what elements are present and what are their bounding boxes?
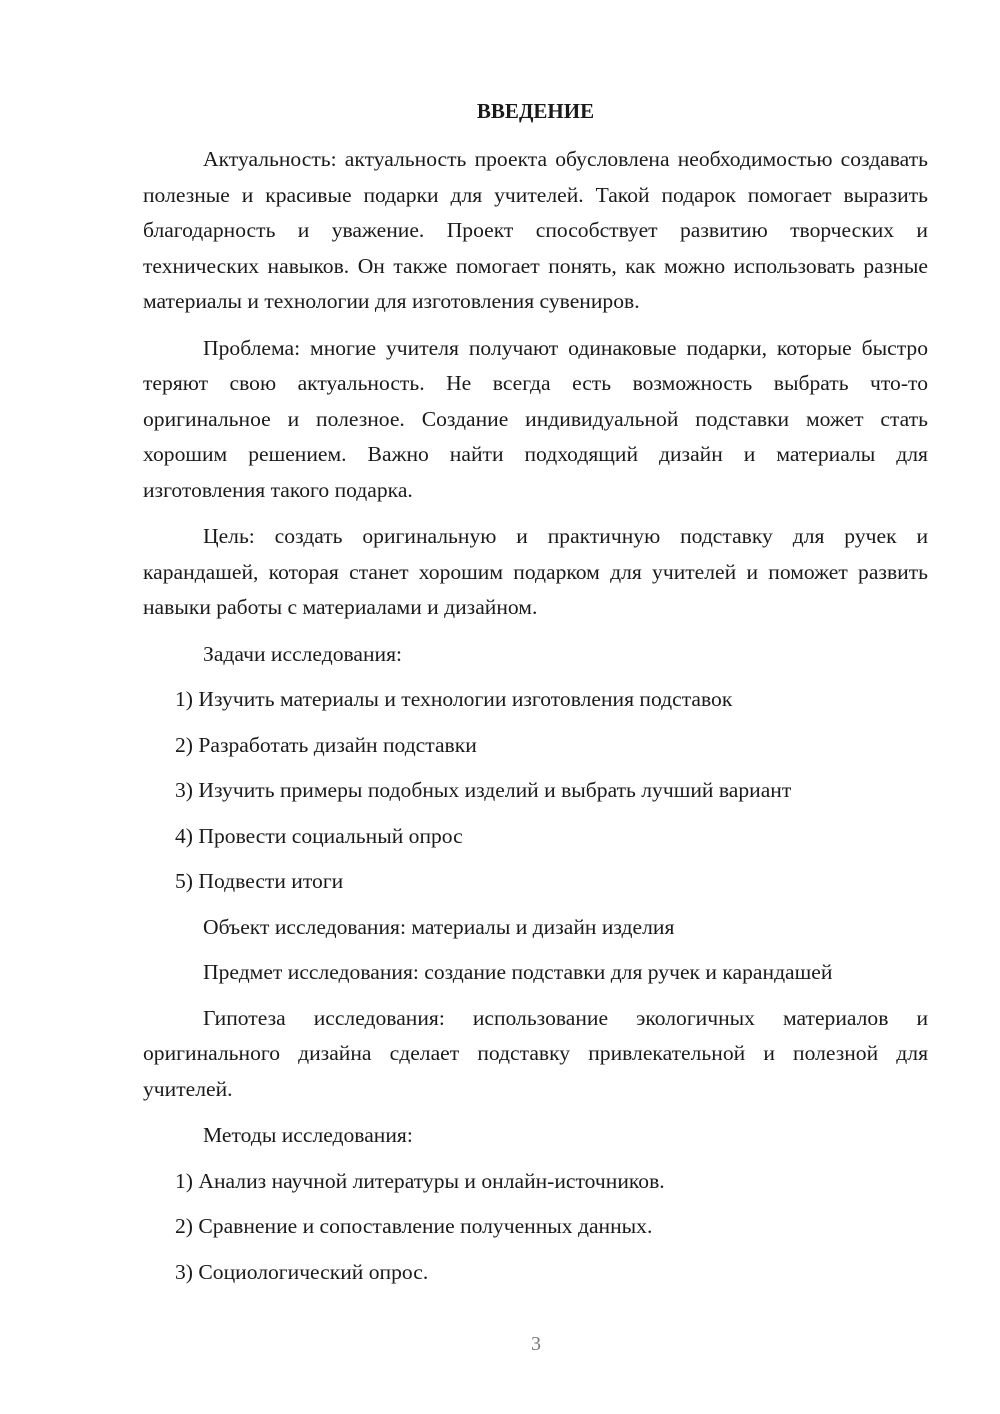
methods-heading: Методы исследования:	[203, 1123, 413, 1147]
problem-paragraph: Проблема: многие учителя получают одинаковые подарки, которые быстро теряют свою актуальность. Не всегда есть возможность выбрать что-то оригинальное и полезное. Создание индивидуальной подставки может стать хорошим решением. Важно найти подходящий дизайн и материалы для изготовления такого подарка.	[143, 335, 928, 502]
task-item: 1) Изучить материалы и технологии изготовления подставок	[175, 687, 733, 711]
task-item: 5) Подвести итоги	[175, 869, 344, 893]
method-item: 2) Сравнение и сопоставление полученных данных.	[175, 1214, 653, 1238]
relevance-paragraph: Актуальность: актуальность проекта обусловлена необходимостью создавать полезные и красивые подарки для учителей. Такой подарок помогает выразить благодарность и уважение. Проект способствует развитию творческих и технических навыков. Он также помогает понять, как можно использовать разные материалы и технологии для изготовления сувениров.	[143, 147, 928, 313]
task-item: 3) Изучить примеры подобных изделий и выбрать лучший вариант	[175, 778, 792, 802]
tasks-heading: Задачи исследования:	[203, 641, 403, 666]
research-object: Объект исследования: материалы и дизайн изделия	[203, 914, 675, 939]
task-item: 2) Разработать дизайн подставки	[175, 732, 477, 757]
research-subject: Предмет исследования: создание подставки для ручек и карандашей	[203, 960, 833, 984]
hypothesis-paragraph: Гипотеза исследования: использование экологичных материалов и оригинального дизайна сделает подставку привлекательной и полезной для учителей.	[143, 1005, 928, 1101]
method-item: 3) Социологический опрос.	[175, 1259, 429, 1284]
section-title: ВВЕДЕНИЕ	[476, 99, 595, 123]
task-item: 4) Провести социальный опрос	[175, 823, 463, 848]
goal-paragraph: Цель: создать оригинальную и практичную подставку для ручек и карандашей, которая станет хорошим подарком для учителей и поможет развить навыки работы с материалами и дизайном.	[143, 524, 928, 619]
document-page	[143, 95, 928, 1300]
page-number: 3	[531, 1333, 541, 1355]
method-item: 1) Анализ научной литературы и онлайн-источников.	[175, 1168, 665, 1193]
